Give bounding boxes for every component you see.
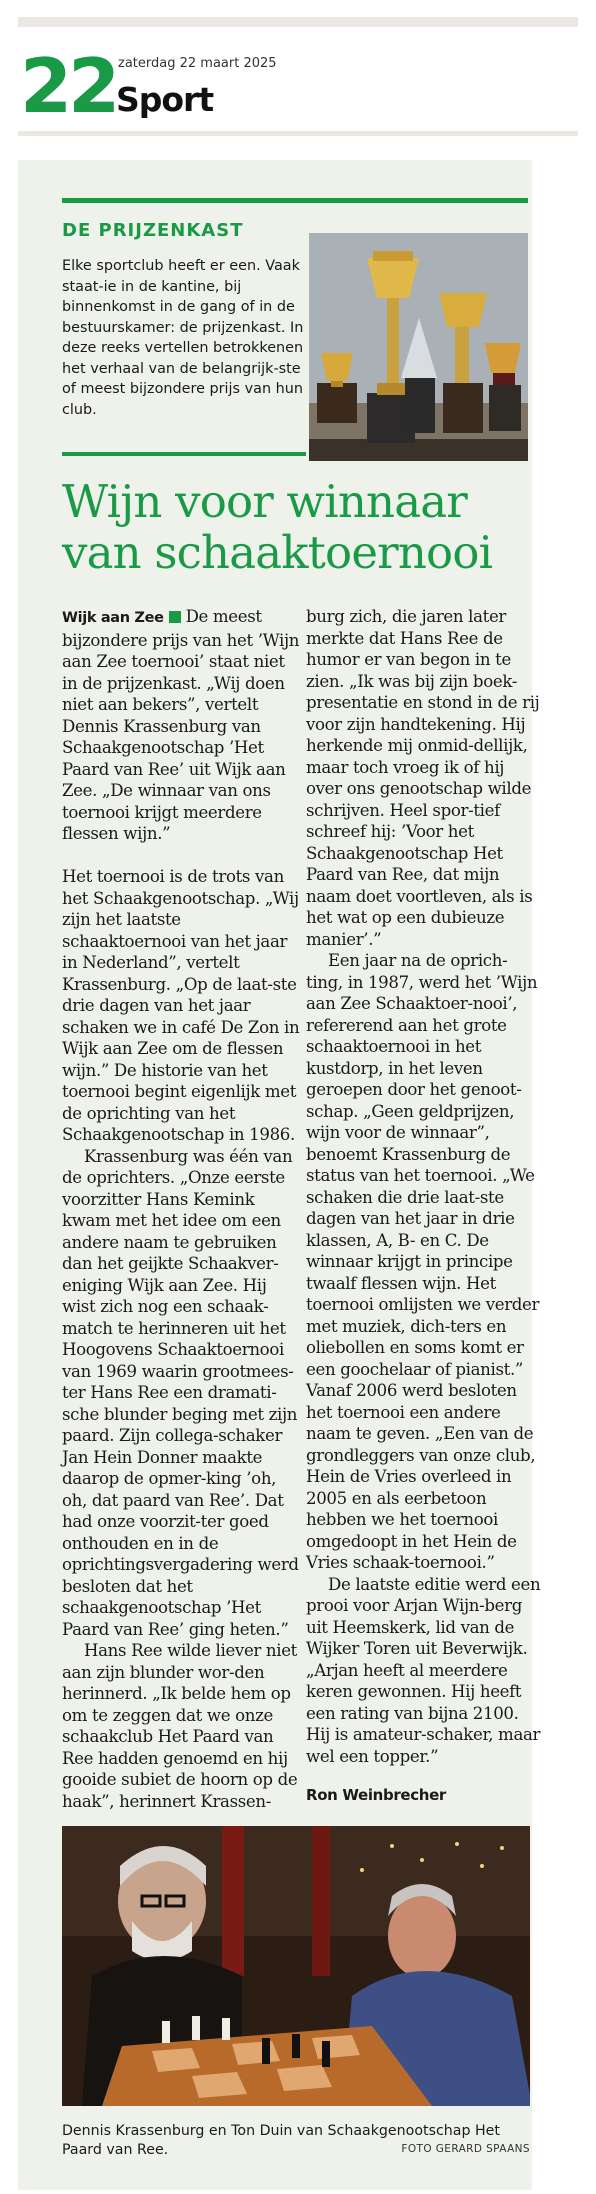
article-headline: Wijn voor winnaar van schaaktoernooi — [62, 475, 493, 579]
prijzenkast-rule-bottom — [62, 452, 306, 456]
masthead-divider — [18, 131, 578, 136]
article-column-right — [306, 606, 544, 1807]
chess-players-icon — [62, 1826, 530, 2106]
article-paragraph: burg zich, die jaren later merkte dat Hans Ree de humor er van begon in te zien. „Ik was bij zijn boek-presentatie en stond in de rij voor zijn handtekening. Hij herkende mij onmid-dellijk, maar toch vroeg ik of hij over ons genootschap wilde schrijven. Heel spor-tief schreef hij: ’Voor het Schaakgenootschap Het Paard van Ree, dat mijn naam doet voortleven, als is het wat op een dubieuze manier’.” — [306, 607, 540, 949]
article-paragraph — [62, 606, 300, 845]
article-paragraph: De laatste editie werd een prooi voor Arjan Wijn-berg uit Heemskerk, lid van de Wijker Toren uit Beverwijk. „Arjan heeft al meerdere keren gewonnen. Hij heeft een rating van bijna 2100. Hij is amateur-schaker, maar wel een topper.” — [306, 1574, 541, 1766]
article-paragraph: Hans Ree wilde liever niet aan zijn blunder wor-den herinnerd. „Ik belde hem op om te zeggen dat we onze schaakclub Het Paard van Ree hadden genoemd en hij gooide subiet de hoorn op de haak”, herinnert Krassen- — [62, 1641, 298, 1811]
chess-players-photo — [62, 1826, 530, 2106]
article-paragraph: Een jaar na de oprich-ting, in 1987, werd het ’Wijn aan Zee Schaaktoer-nooi’, refererend aan het grote schaaktoernooi in het kustdorp, in het leven geroepen door het genoot-schap. „Geen geldprijzen, wijn voor de winnaar”, benoemt Krassenburg de status van het toernooi. „We schaken die drie laat-ste dagen van het jaar in drie klassen, A, B- en C. De winnaar krijgt in principe twaalf flessen wijn. Het toernooi omlijsten we verder met muziek, dich-ters en oliebollen en soms komt er een goochelaar of pianist.” Vanaf 2006 werd besloten het toernooi een andere naam te geven. „Een van de grondleggers van onze club, Hein de Vries overleed in 2005 en als eerbetoon hebben we het toernooi omgedoopt in het Hein de Vries schaak-toernooi.” — [306, 951, 540, 1572]
article-column-left — [62, 606, 300, 1812]
article-paragraph: Krassenburg was één van de oprichters. „Onze eerste voorzitter Hans Kemink kwam met het idee om een andere naam te gebruiken dan het geijkte Schaakver-eniging Wijk aan Zee. Hij wist zich nog een schaak-match te herinneren uit het Hoogovens Schaaktoernooi van 1969 waarin grootmees-ter Hans Ree een dramati-sche blunder beging met zijn paard. Zijn collega-schaker Jan Hein Donner maakte daarop de opmer-king ’oh, oh, dat paard van Ree’. Dat had onze voorzit-ter goed onthouden en in de oprichtingsvergadering werd besloten dat het schaakgenootschap ’Het Paard van Ree’ ging heten.” — [62, 1146, 299, 1639]
section-title: Sport — [116, 80, 214, 119]
trophies-icon — [309, 233, 528, 461]
trophies-photo — [309, 233, 528, 461]
page-number: 22 — [20, 42, 117, 130]
top-rule — [18, 17, 578, 27]
issue-date: zaterdag 22 maart 2025 — [118, 56, 277, 71]
article-dateline: Wijk aan Zee — [62, 610, 164, 626]
photo-caption: Dennis Krassenburg en Ton Duin van Schaakgenootschap Het Paard van Ree. — [62, 2123, 500, 2158]
prijzenkast-intro: Elke sportclub heeft er een. Vaak staat-ie in de kantine, bij binnenkomst in de gang of in de bestuurskamer: de prijzenkast. In deze reeks vertellen betrokkenen het verhaal van de belangrijk-ste of meest bijzondere prijs van hun club. — [62, 258, 304, 418]
photo-credit: FOTO GERARD SPAANS — [401, 2143, 530, 2155]
prijzenkast-rule-top — [62, 198, 528, 203]
article-byline: Ron Weinbrecher — [306, 1786, 446, 1804]
article-paragraph-text: De meest bijzondere prijs van het ’Wijn aan Zee toernooi’ staat niet in de prijzenkast. „Wij doen niet aan bekers”, vertelt Dennis Krassenburg van Schaakgenootschap ’Het Paard van Ree’ uit Wijk aan Zee. „De winnaar van ons toernooi krijgt meerdere flessen wijn.” — [62, 607, 300, 843]
green-square-icon — [169, 611, 181, 623]
prijzenkast-title: DE PRIJZENKAST — [62, 220, 244, 241]
article-paragraph: Het toernooi is de trots van het Schaakgenootschap. „Wij zijn het laatste schaaktoernooi van het jaar in Nederland”, vertelt Krassenburg. „Op de laat-ste drie dagen van het jaar schaken we in café De Zon in Wijk aan Zee om de flessen wijn.” De historie van het toernooi begint eigenlijk met de oprichting van het Schaakgenootschap in 1986. — [62, 867, 300, 1144]
